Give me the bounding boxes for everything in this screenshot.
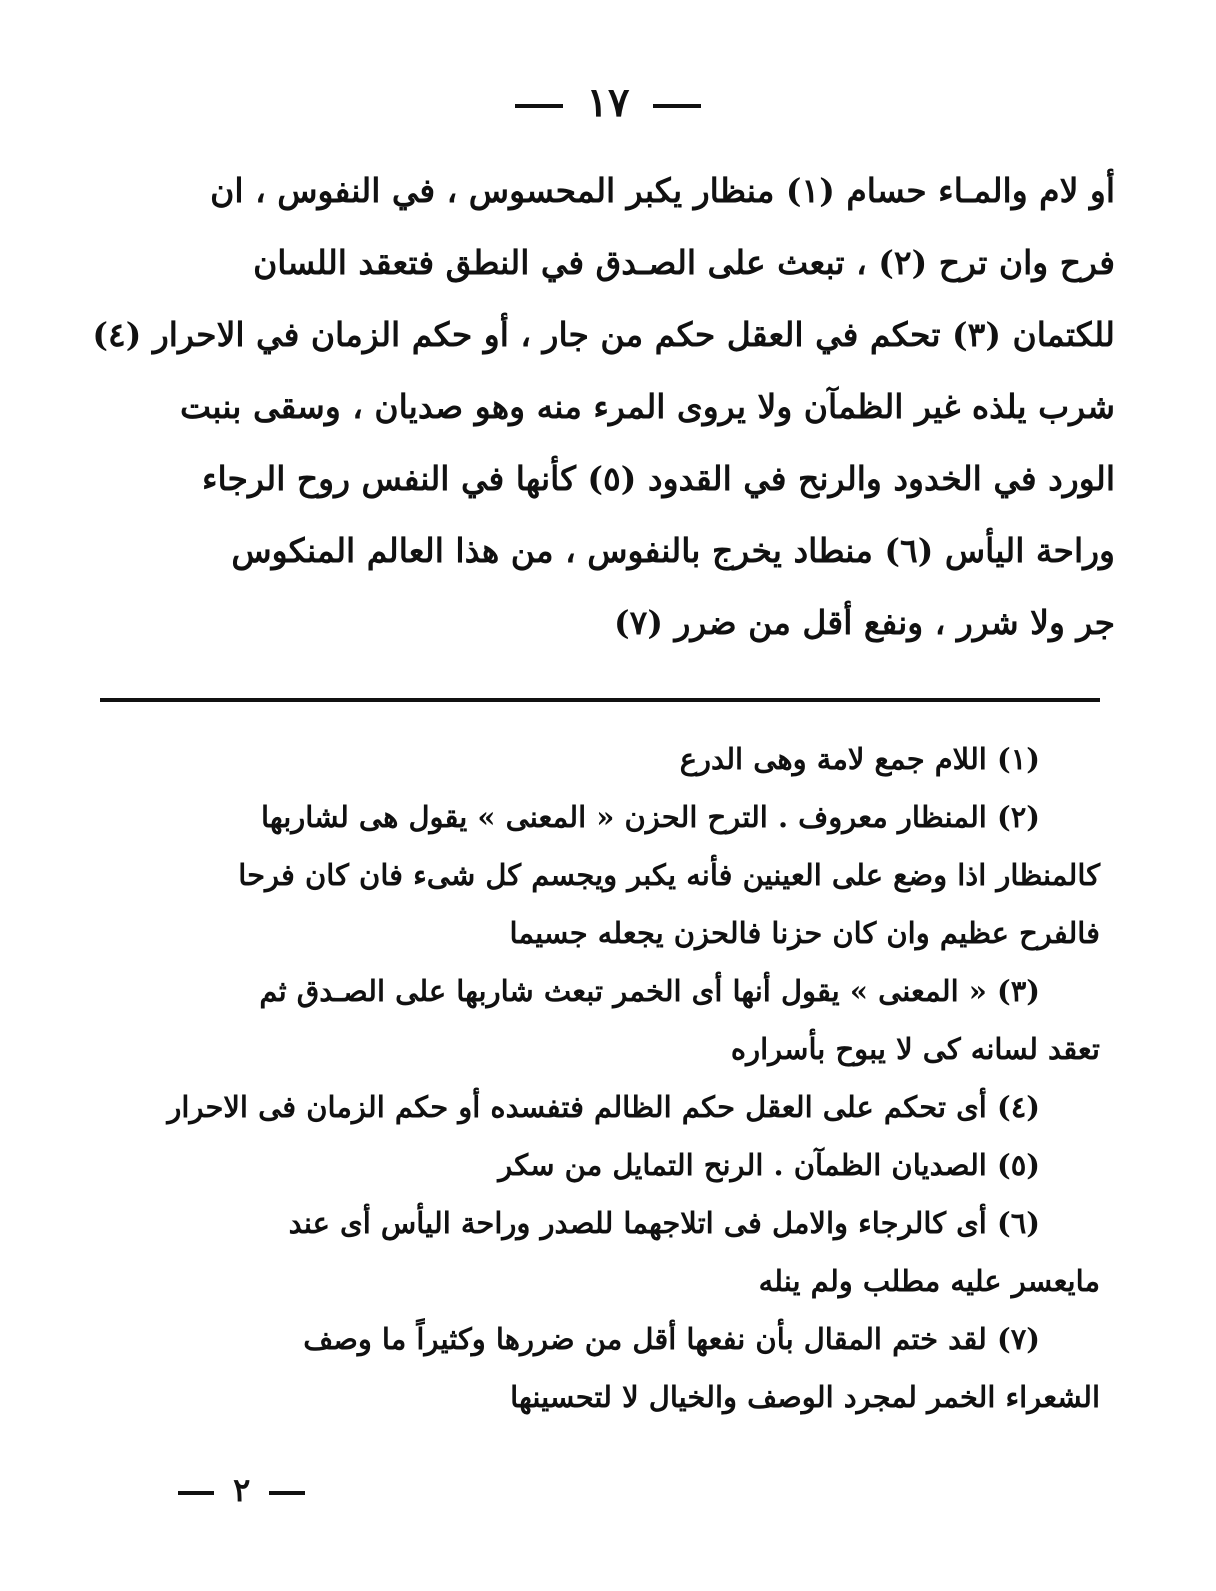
footnote-line: فالفرح عظيم وان كان حزنا فالحزن يجعله جسيما (509, 916, 1100, 950)
footnote-line: (٧) لقد ختم المقال بأن نفعها أقل من ضررها وكثيراً ما وصف (303, 1322, 1040, 1356)
footnotes (100, 730, 1100, 1426)
page-number-dash-right (653, 104, 701, 108)
footnote-line: تعقد لسانه كى لا يبوح بأسراره (730, 1032, 1100, 1066)
body-line: للكتمان (٣) تحكم في العقل حكم من جار ، أو حكم الزمان في الاحرار (٤) (92, 315, 1115, 354)
signature-marker-value: ٢ (233, 1471, 251, 1509)
body-line: جر ولا شرر ، ونفع أقل من ضرر (٧) (614, 603, 1115, 642)
footnote-line: (١) اللام جمع لامة وهى الدرع (679, 742, 1040, 776)
page-number-dash-left (515, 104, 563, 108)
main-body-text (92, 155, 1115, 659)
footnote-line: (٤) أى تحكم على العقل حكم الظالم فتفسده أو حكم الزمان فى الاحرار (167, 1090, 1040, 1124)
body-line: فرح وان ترح (٢) ، تبعث على الصـدق في النطق فتعقد اللسان (253, 243, 1115, 282)
signature-dash-left (178, 1491, 214, 1495)
body-line: وراحة اليأس (٦) منطاد يخرج بالنفوس ، من هذا العالم المنكوس (231, 531, 1115, 570)
footnote-line: مايعسر عليه مطلب ولم ينله (758, 1264, 1100, 1298)
footnote-separator (100, 698, 1100, 702)
body-line: أو لام والمـاء حسام (١) منظار يكبر المحسوس ، في النفوس ، ان (210, 171, 1115, 210)
footnote-line: (٦) أى كالرجاء والامل فى اتلاجهما للصدر وراحة اليأس أى عند (288, 1206, 1040, 1240)
body-line: شرب يلذه غير الظمآن ولا يروى المرء منه وهو صديان ، وسقى بنبت (179, 387, 1115, 426)
footnote-line: الشعراء الخمر لمجرد الوصف والخيال لا لتحسينها (510, 1380, 1100, 1414)
footnote-line: (٥) الصديان الظمآن . الرنح التمايل من سكر (498, 1148, 1040, 1182)
page-number (0, 78, 1216, 128)
body-line: الورد في الخدود والرنح في القدود (٥) كأنها في النفس روح الرجاء (201, 459, 1115, 498)
signature-marker (170, 1470, 313, 1510)
footnote-line: (٣) « المعنى » يقول أنها أى الخمر تبعث شاربها على الصـدق ثم (259, 974, 1040, 1008)
signature-dash-right (269, 1491, 305, 1495)
page-number-value: ١٧ (586, 79, 630, 126)
footnote-line: كالمنظار اذا وضع على العينين فأنه يكبر ويجسم كل شىء فان كان فرحا (238, 858, 1100, 892)
footnote-line: (٢) المنظار معروف . الترح الحزن « المعنى » يقول هى لشاربها (261, 800, 1040, 834)
